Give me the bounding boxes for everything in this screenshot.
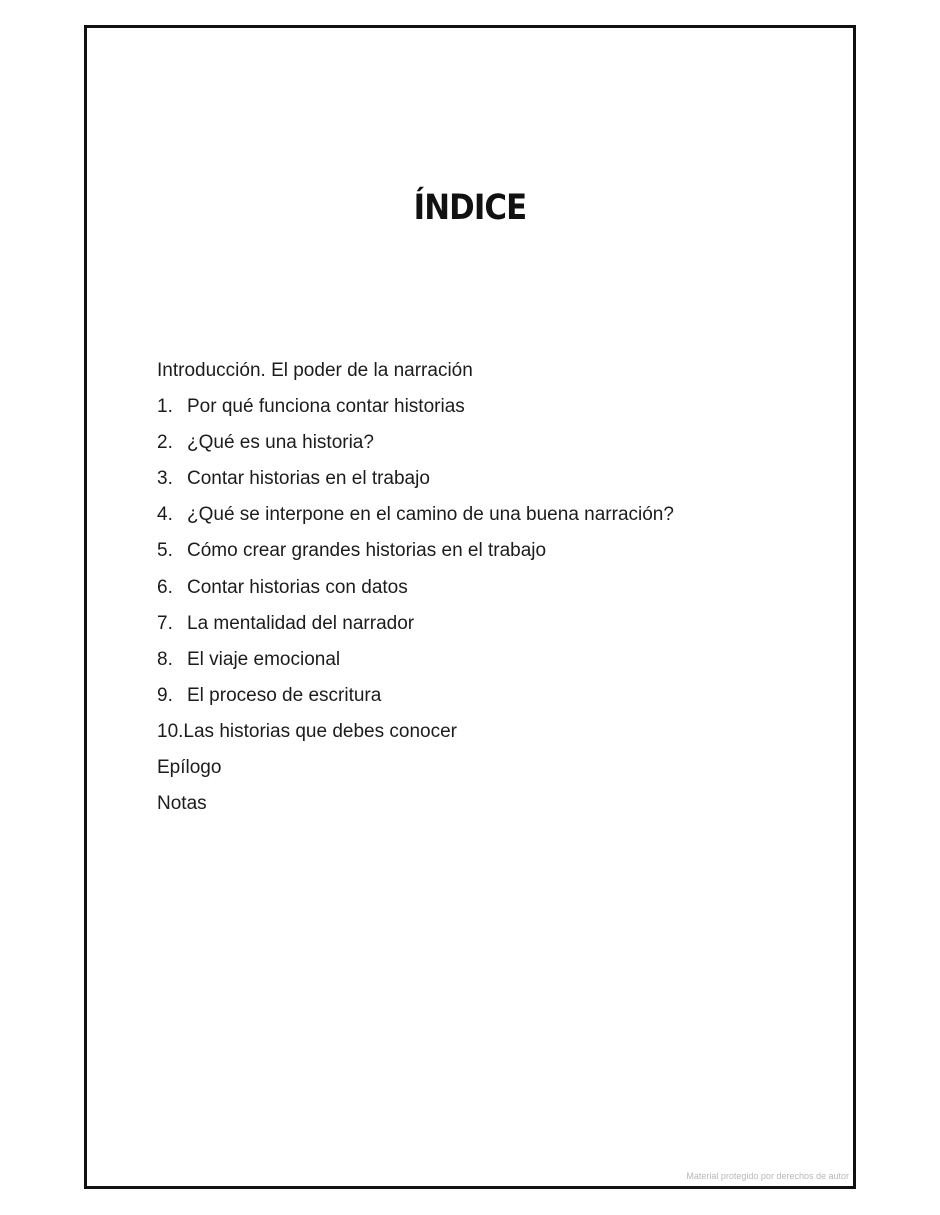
toc-item-label: Notas (157, 793, 207, 815)
toc-item-number: 5. (157, 540, 173, 562)
toc-item-number: 4. (157, 504, 173, 526)
toc-item-number: 6. (157, 576, 173, 598)
table-of-contents (157, 353, 674, 822)
toc-item-number: 1. (157, 396, 173, 418)
toc-item-chapter-5 (157, 533, 674, 569)
toc-item-chapter-7 (157, 606, 674, 642)
toc-item-label: ¿Qué es una historia? (187, 432, 374, 454)
toc-item-label: ¿Qué se interpone en el camino de una buena narración? (187, 504, 674, 526)
toc-item-number: 7. (157, 612, 173, 634)
toc-item-chapter-4 (157, 497, 674, 533)
toc-item-number: 2. (157, 432, 173, 454)
toc-item-label: El proceso de escritura (187, 684, 382, 706)
toc-item-number: 9. (157, 684, 173, 706)
toc-item-label: Contar historias en el trabajo (187, 468, 430, 490)
toc-item-chapter-2 (157, 425, 674, 461)
toc-item-chapter-3 (157, 461, 674, 497)
toc-item-number: 3. (157, 468, 173, 490)
toc-item-chapter-10 (157, 714, 674, 750)
toc-item-label: Por qué funciona contar historias (187, 396, 465, 418)
toc-item-number: 8. (157, 648, 173, 670)
copyright-notice: Material protegido por derechos de autor (686, 1171, 849, 1181)
toc-item-label: Las historias que debes conocer (183, 720, 457, 742)
toc-item-label: Cómo crear grandes historias en el trabajo (187, 540, 547, 562)
toc-item-label: Contar historias con datos (187, 576, 408, 598)
toc-item-chapter-9 (157, 678, 674, 714)
toc-item-chapter-6 (157, 570, 674, 606)
page-title: ÍNDICE (413, 188, 527, 228)
toc-item-label: El viaje emocional (187, 648, 341, 670)
toc-item-epilogue (157, 750, 674, 786)
toc-item-label: Epílogo (157, 757, 222, 779)
toc-item-number: 10. (157, 720, 184, 742)
toc-item-label: La mentalidad del narrador (187, 612, 415, 634)
toc-item-introduction (157, 353, 674, 389)
page-frame (84, 25, 856, 1189)
toc-item-chapter-1 (157, 389, 674, 425)
toc-item-chapter-8 (157, 642, 674, 678)
toc-item-notes (157, 786, 674, 822)
toc-item-label: Introducción. El poder de la narración (157, 360, 473, 381)
